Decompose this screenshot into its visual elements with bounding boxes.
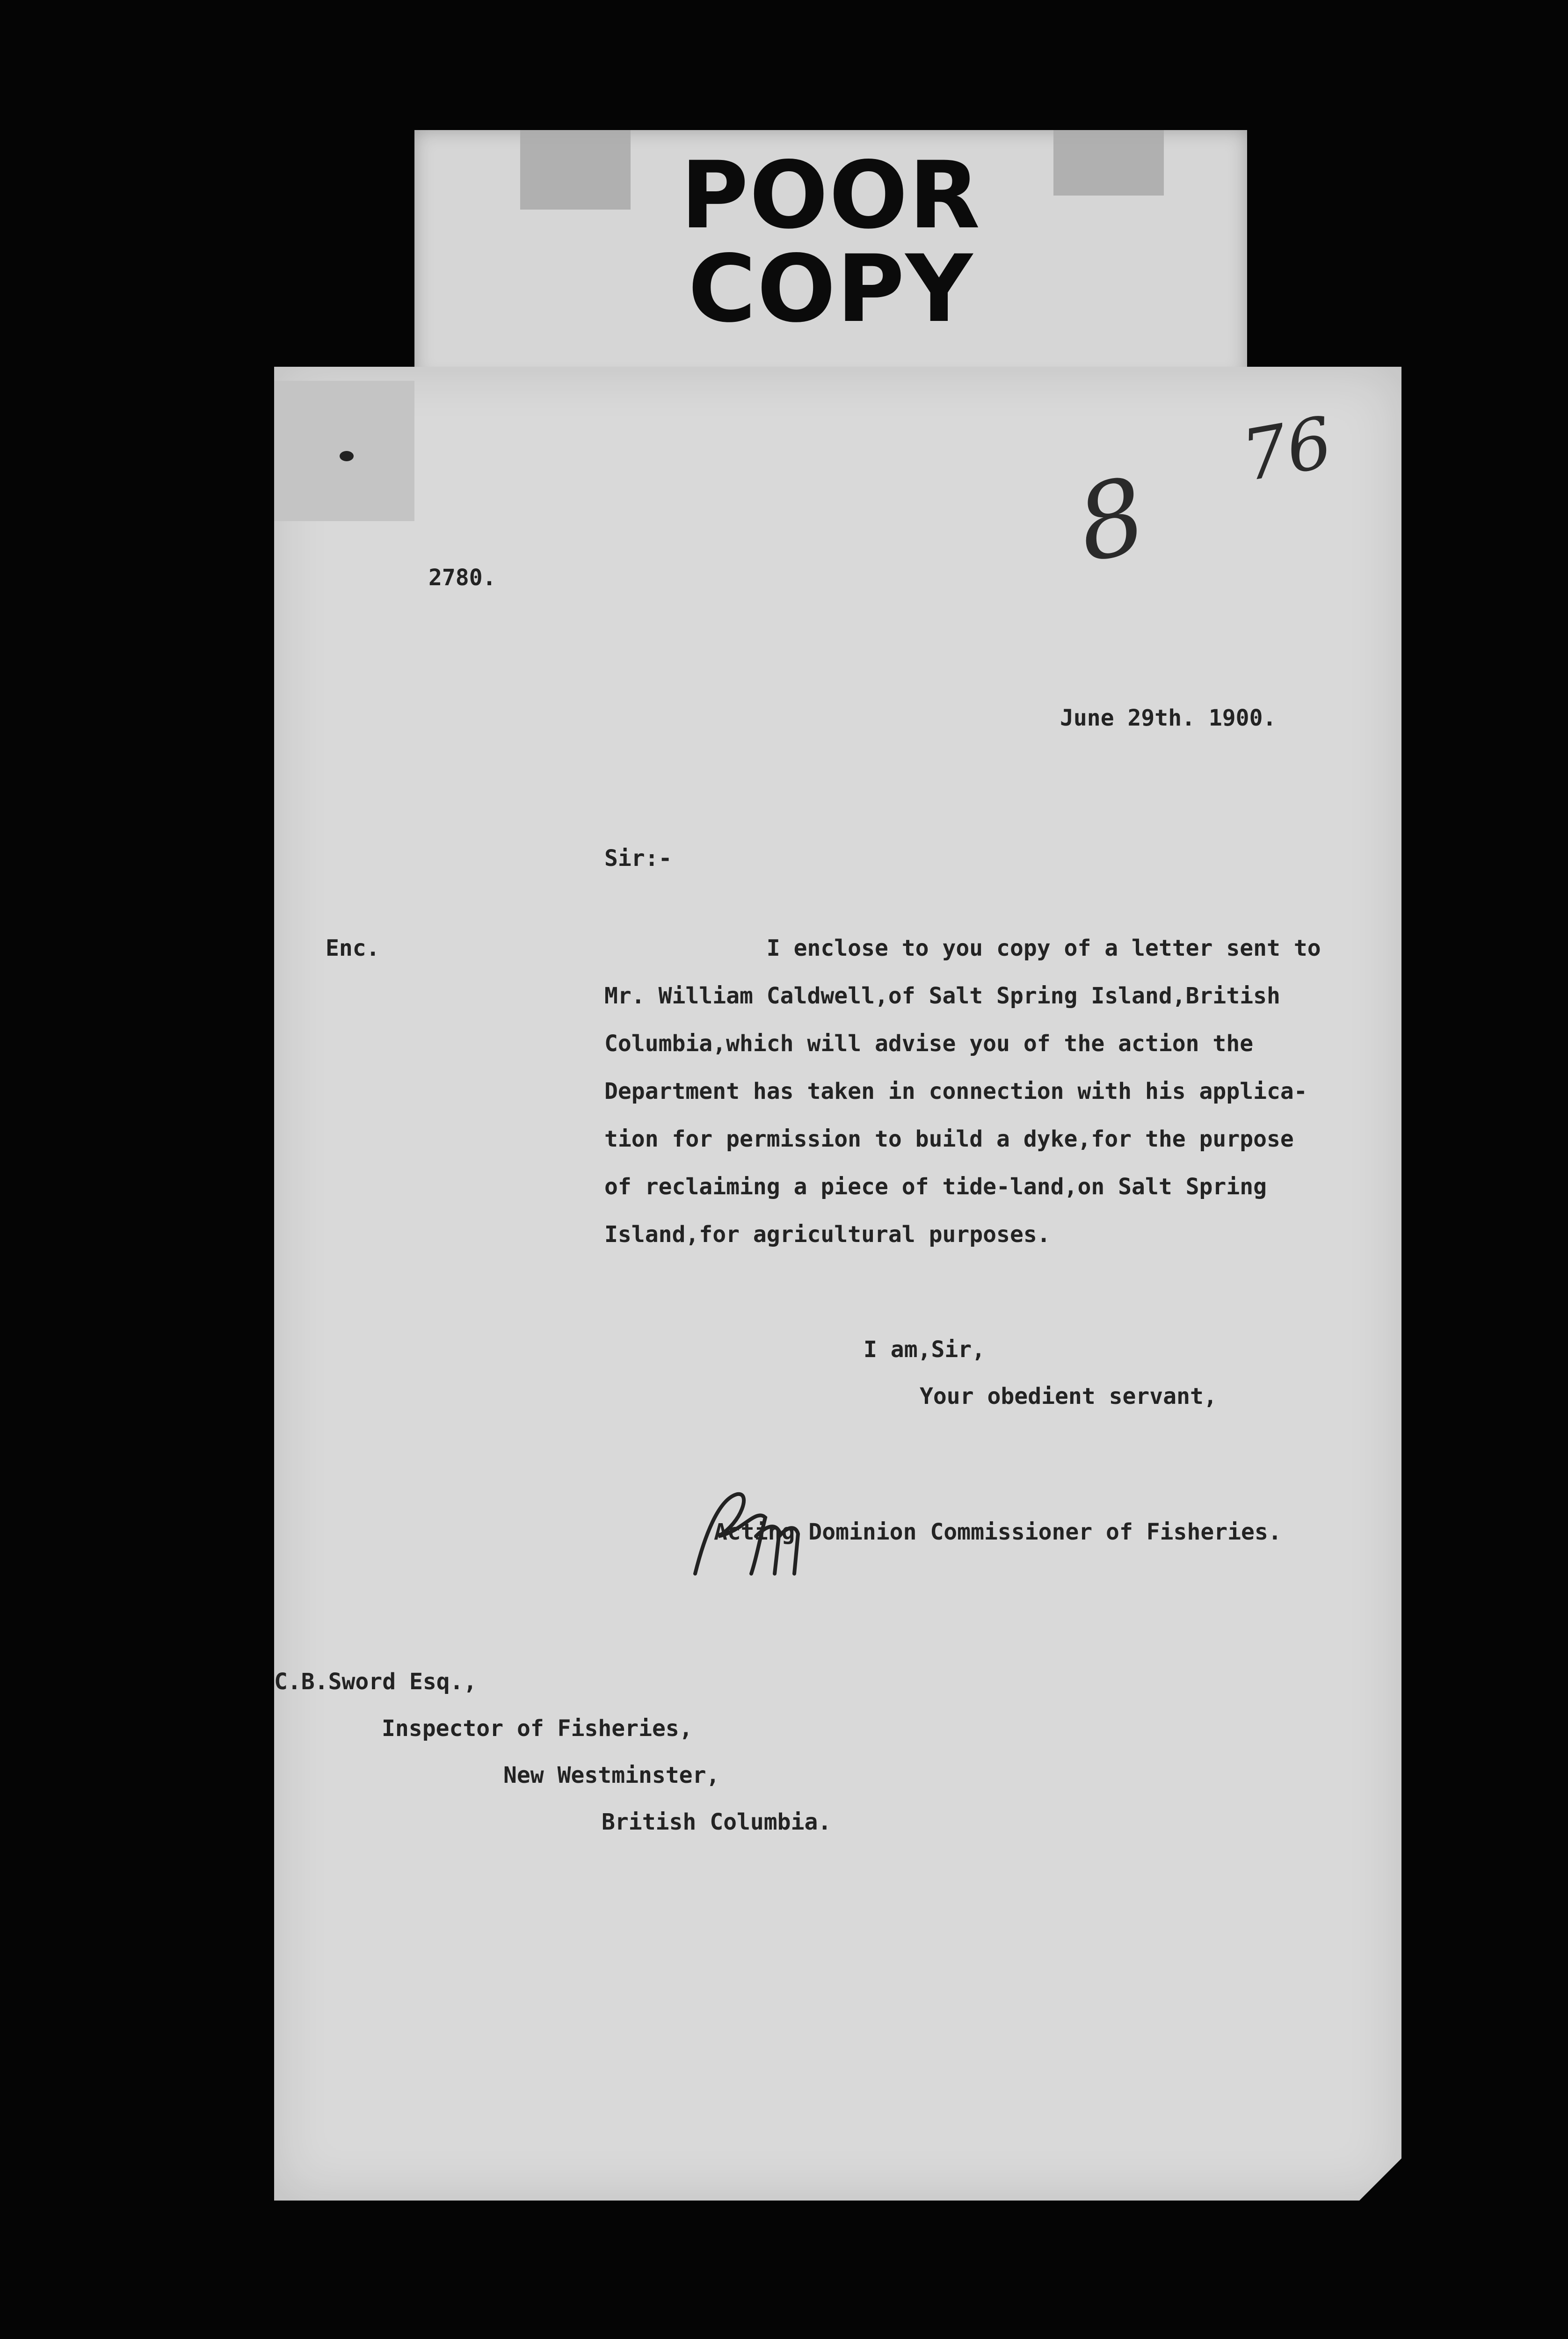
letter-date: June 29th. 1900. — [1060, 705, 1277, 731]
body-line: Mr. William Caldwell,of Salt Spring Island,British — [604, 983, 1280, 1009]
corner-tab — [274, 381, 414, 521]
tape-strip — [520, 130, 631, 210]
body-line: Department has taken in connection with his applica- — [604, 1078, 1307, 1104]
body-line: of reclaiming a piece of tide-land,on Salt Spring — [604, 1174, 1267, 1200]
body-line: Island,for agricultural purposes. — [604, 1221, 1051, 1248]
enclosure-note: Enc. — [326, 935, 380, 961]
poor-copy-line1: POOR — [680, 141, 981, 249]
body-line: Columbia,which will advise you of the action the — [604, 1031, 1254, 1057]
poor-copy-line2: COPY — [688, 235, 974, 343]
tape-strip — [1053, 130, 1164, 196]
body-line: I enclose to you copy of a letter sent to — [604, 935, 1321, 961]
punch-hole — [340, 451, 354, 461]
signoff-title: Acting Dominion Commissioner of Fisheries. — [714, 1519, 1282, 1545]
address-name: C.B.Sword Esq., — [274, 1669, 477, 1695]
address-province: British Columbia. — [602, 1809, 832, 1835]
file-number: 2780. — [428, 565, 496, 591]
folded-corner — [1359, 2158, 1401, 2201]
salutation: Sir:- — [604, 845, 672, 872]
handwritten-page-number: 8 — [1067, 455, 1156, 586]
address-city: New Westminster, — [503, 1762, 720, 1788]
address-title: Inspector of Fisheries, — [382, 1715, 693, 1742]
letter-page — [274, 367, 1401, 2201]
handwritten-folio-number: 76 — [1236, 401, 1338, 498]
closing-line: I am,Sir, — [864, 1337, 986, 1363]
body-line: tion for permission to build a dyke,for the purpose — [604, 1126, 1294, 1152]
poor-copy-label — [414, 130, 1247, 381]
closing-line: Your obedient servant, — [920, 1383, 1217, 1409]
